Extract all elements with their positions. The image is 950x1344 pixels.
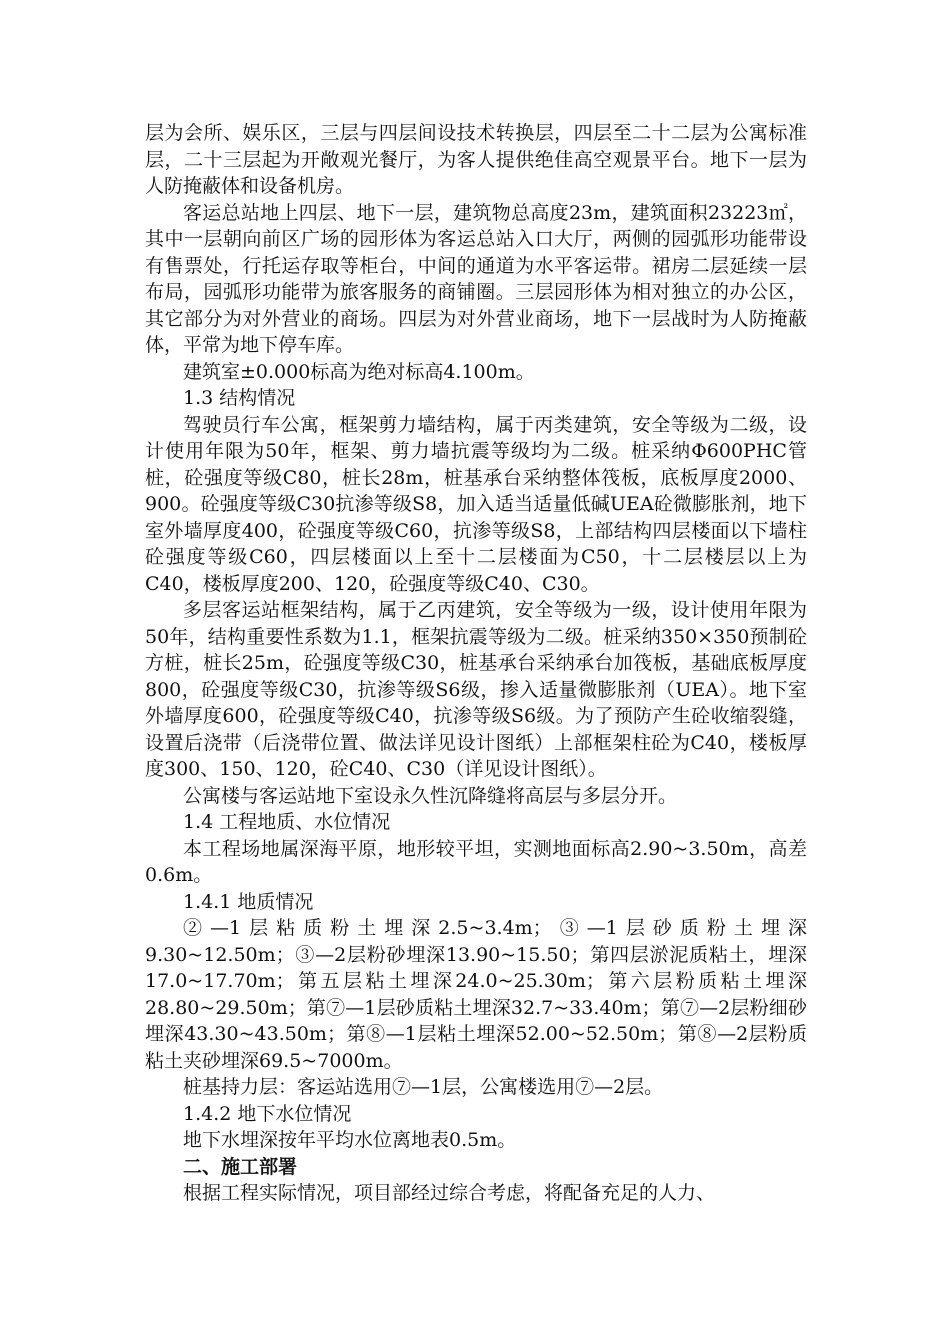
paragraph-settlement-joint: 公寓楼与客运站地下室设永久性沉降缝将高层与多层分开。	[183, 784, 678, 807]
paragraph-bearing-layer: 桩基持力层：客运站选用⑦—1层，公寓楼选用⑦—2层。	[183, 1076, 664, 1098]
paragraph-building-floors: 层为会所、娱乐区，三层与四层间设技术转换层，四层至二十二层为公寓标准层，二十三层起为开敞观光餐厅，为客人提供绝佳高空观景平台。地下一层为人防掩蔽体和设备机房。	[145, 122, 807, 197]
heading-geology-water: 1.4 工程地质、水位情况	[183, 811, 391, 833]
paragraph-apartment-structure: 驾驶员行车公寓，框架剪力墙结构，属于丙类建筑，安全等级为二级，设计使用年限为50年，框架、剪力墙抗震等级均为二级。桩采纳Φ600PHC管桩，砼强度等级C80，桩长28m，桩基承台采纳整体筏板，底板厚度2000、900。砼强度等级C30抗渗等级S8，加入适当适量低碱UEA砼微膨胀剂，地下室外墙厚度400，砼强度等级C60，抗渗等级S8，上部结构四层楼面以下墙柱砼强度等级C60，四层楼面以上至十二层楼面为C50，十二层楼层以上为C40，楼板厚度200、120，砼强度等级C40、C30。	[145, 413, 807, 595]
section-title-construction-deployment: 二、施工部署	[183, 1155, 298, 1178]
paragraph-soil-layers: ②—1层粘质粉土埋深2.5~3.4m；③—1层砂质粉土埋深9.30~12.50m；③—2层粉砂埋深13.90~15.50；第四层淤泥质粘土，埋深17.0~17.70m；第五层粘土埋深24.0~25.30m；第六层粉质粘土埋深28.80~29.50m；第⑦—1层砂质粘土埋深32.7~33.40m；第⑦—2层粉细砂埋深43.30~43.50m；第⑧—1层粘土埋深52.00~52.50m；第⑧—2层粉质粘土夹砂埋深69.5~7000m。	[145, 917, 807, 1072]
heading-geology: 1.4.1 地质情况	[183, 890, 314, 913]
paragraph-site-terrain: 本工程场地属深海平原，地形较平坦，实测地面标高2.90~3.50m，高差0.6m。	[145, 837, 807, 886]
document-body	[145, 120, 807, 1207]
paragraph-elevation: 建筑室±0.000标高为绝对标高4.100m。	[183, 360, 535, 383]
heading-groundwater: 1.4.2 地下水位情况	[183, 1102, 352, 1125]
heading-structure: 1.3 结构情况	[183, 387, 296, 409]
paragraph-deployment-intro: 根据工程实际情况，项目部经过综合考虑，将配备充足的人力、	[183, 1182, 716, 1204]
paragraph-bus-station: 客运总站地上四层、地下一层，建筑物总高度23m，建筑面积23223㎡，其中一层朝向前区广场的园形体为客运总站入口大厅，两侧的园弧形功能带设有售票处，行托运存取等柜台，中间的通道为水平客运带。裙房二层延续一层布局，园弧形功能带为旅客服务的商铺圈。三层园形体为相对独立的办公区，其它部分为对外营业的商场。四层为对外营业商场，地下一层战时为人防掩蔽体，平常为地下停车库。	[145, 201, 807, 356]
paragraph-station-structure: 多层客运站框架结构，属于乙丙建筑，安全等级为一级，设计使用年限为50年，结构重要性系数为1.1，框架抗震等级为二级。桩采纳350×350预制砼方桩，桩长25m，砼强度等级C30，桩基承台采纳承台加筏板，基础底板厚度800，砼强度等级C30，抗渗等级S6级，掺入适量微膨胀剂（UEA）。地下室外墙厚度600，砼强度等级C40，抗渗等级S6级。为了预防产生砼收缩裂缝，设置后浇带（后浇带位置、做法详见设计图纸）上部框架柱砼为C40，楼板厚度300、150、120，砼C40、C30（详见设计图纸）。	[145, 599, 807, 780]
paragraph-groundwater-depth: 地下水埋深按年平均水位离地表0.5m。	[183, 1129, 517, 1151]
